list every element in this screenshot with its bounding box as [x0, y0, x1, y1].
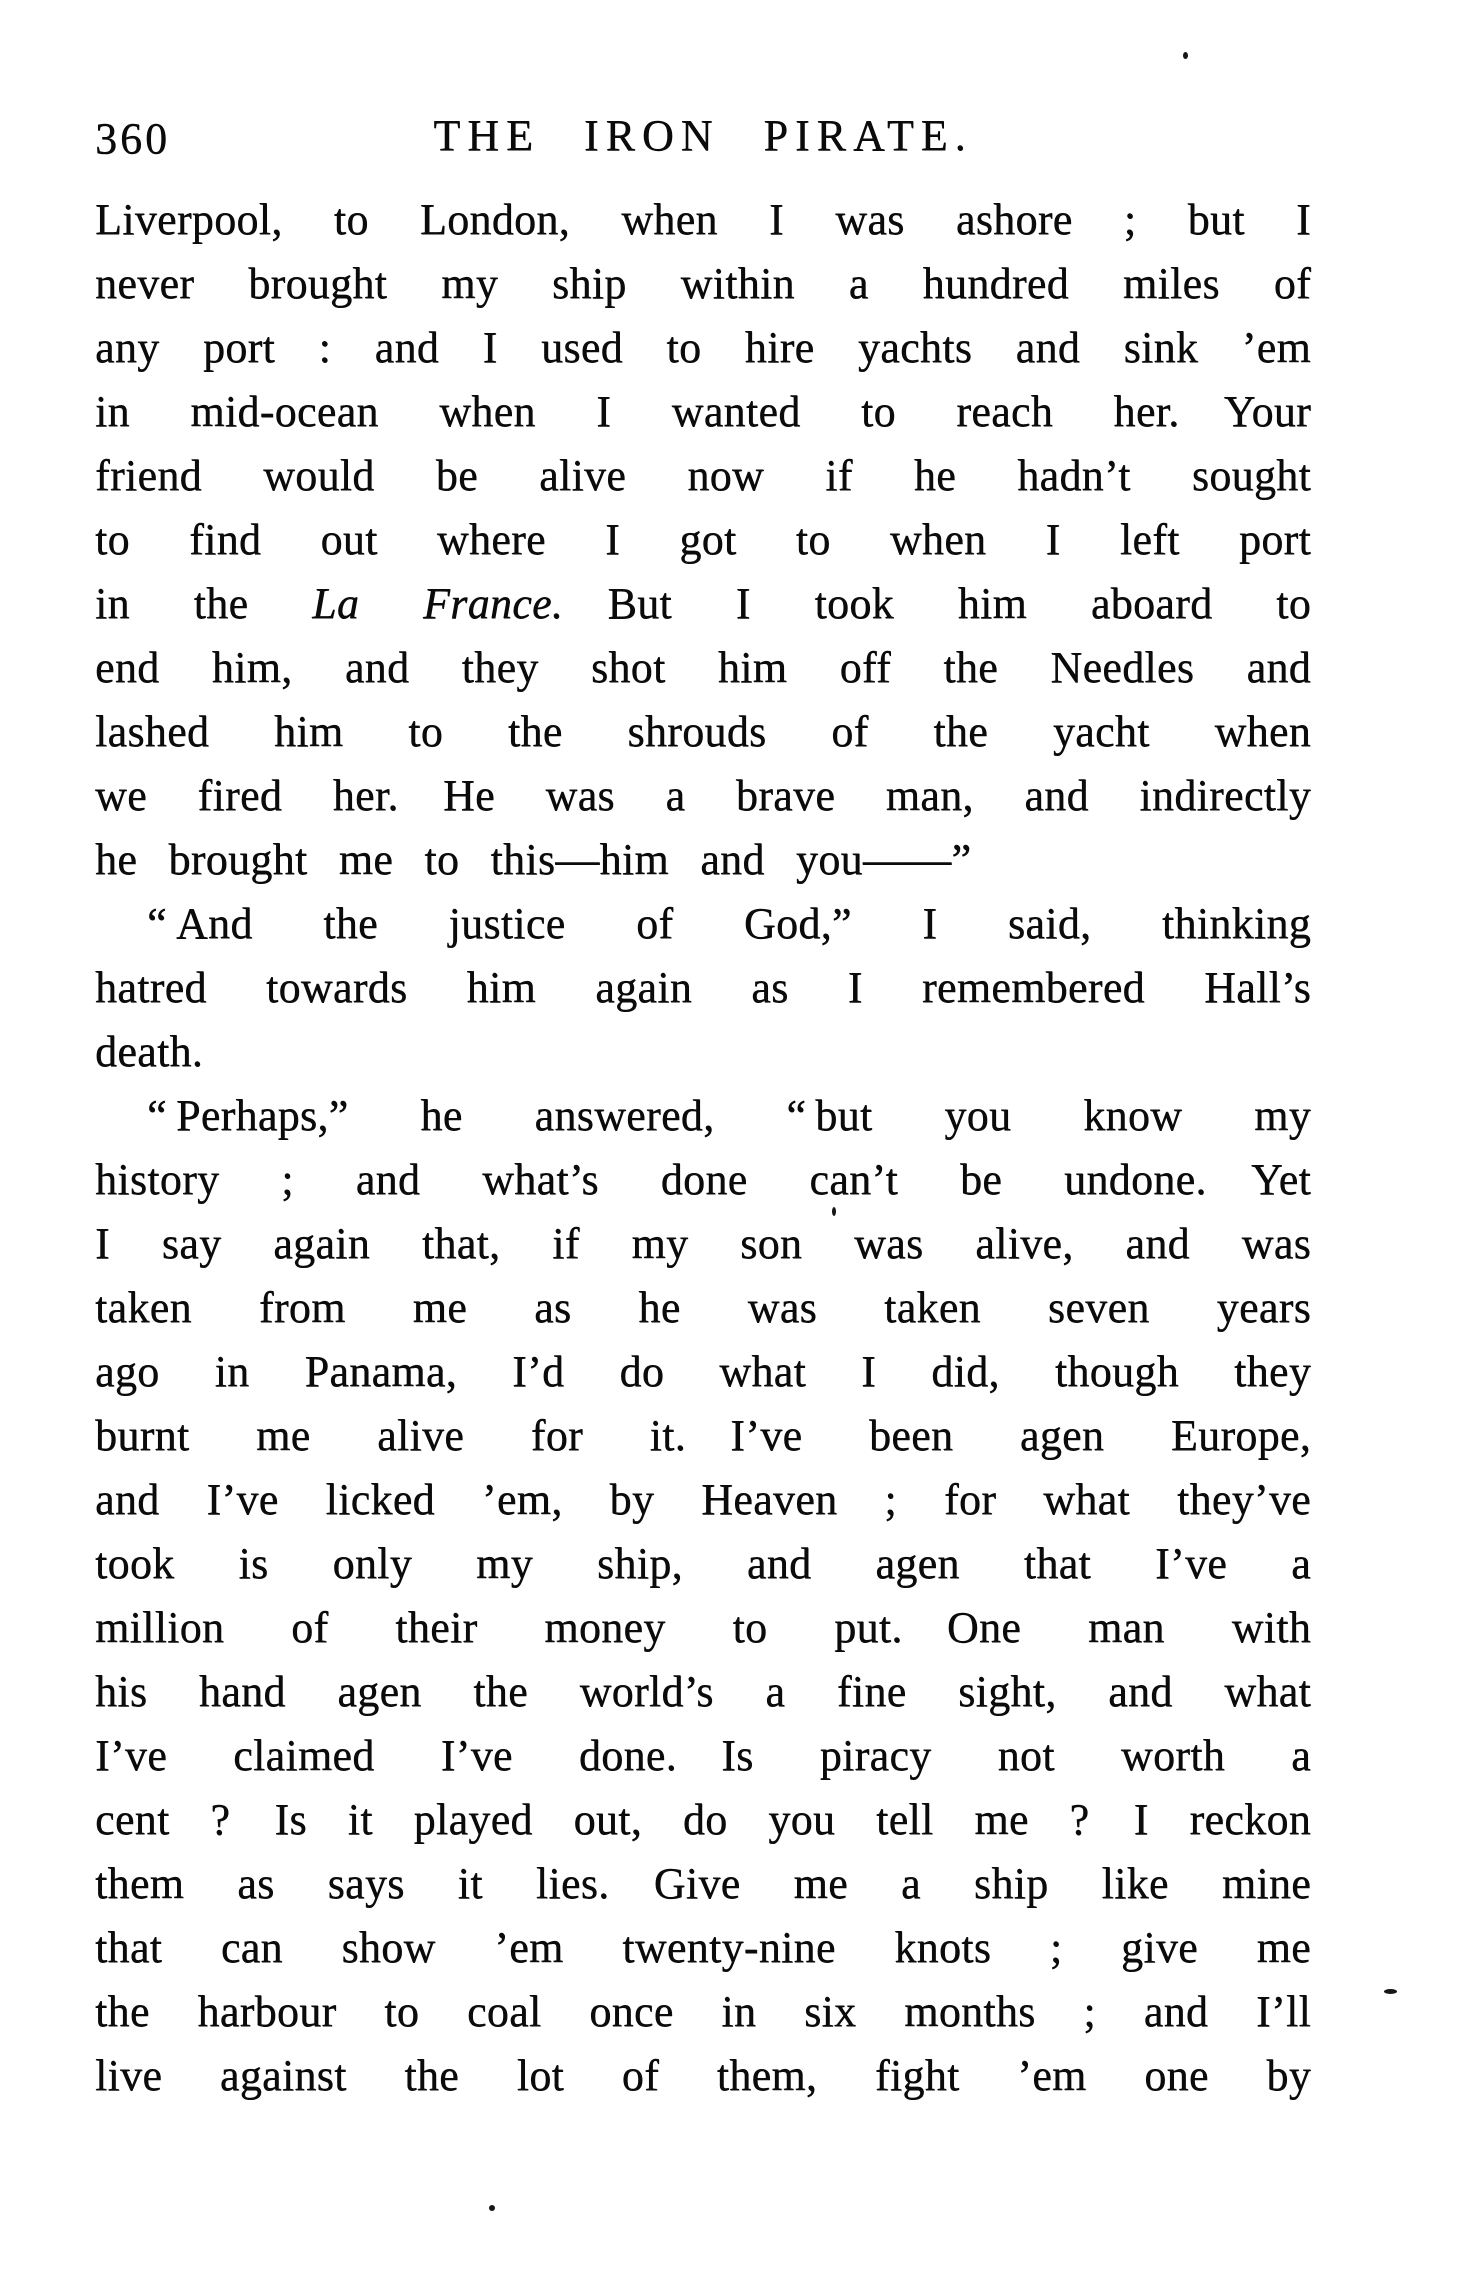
body-text: took is only my ship, and agen that I’ve a	[95, 1539, 1311, 1588]
text-line	[95, 1468, 1311, 1532]
body-text: million of their money to put. One man with	[95, 1603, 1311, 1652]
body-text: never brought my ship within a hundred miles of	[95, 259, 1311, 308]
text-line	[95, 1212, 1311, 1276]
italic-text: La France.	[312, 579, 564, 628]
text-line	[95, 1596, 1311, 1660]
text-line	[95, 2044, 1311, 2108]
body-text: But I took him aboard to	[563, 579, 1311, 628]
text-line	[95, 1724, 1311, 1788]
body-text: I say again that, if my son was alive, and was	[95, 1219, 1311, 1268]
text-line	[95, 316, 1311, 380]
body-text: to find out where I got to when I left port	[95, 515, 1311, 564]
text-line	[95, 1404, 1311, 1468]
text-line	[95, 892, 1311, 956]
ink-speck	[1384, 1989, 1397, 1994]
text-line	[95, 1788, 1311, 1852]
text-line	[95, 636, 1311, 700]
ink-speck	[832, 1207, 836, 1216]
body-text: hatred towards him again as I remembered Hall’s	[95, 963, 1311, 1012]
body-text: “ And the justice of God,” I said, thinking	[147, 899, 1311, 948]
body-text: them as says it lies. Give me a ship like mine	[95, 1859, 1311, 1908]
text-line	[95, 1020, 1311, 1084]
text-line	[95, 508, 1311, 572]
body-text: cent ? Is it played out, do you tell me ? I reckon	[95, 1795, 1311, 1844]
body-text: friend would be alive now if he hadn’t sought	[95, 451, 1311, 500]
body-text: in the	[95, 579, 313, 628]
body-text: lashed him to the shrouds of the yacht when	[95, 707, 1311, 756]
text-line	[95, 1980, 1311, 2044]
text-line	[95, 1532, 1311, 1596]
body-text: Liverpool, to London, when I was ashore ; but I	[95, 195, 1311, 244]
text-line	[95, 764, 1311, 828]
ink-speck	[489, 2205, 495, 2211]
text-line	[95, 252, 1311, 316]
body-text: live against the lot of them, fight ’em one by	[95, 2051, 1311, 2100]
text-line	[95, 828, 1311, 892]
text-line	[95, 1276, 1311, 1340]
text-line	[95, 1084, 1311, 1148]
running-title: THE IRON PIRATE.	[433, 111, 973, 160]
body-text: history ; and what’s done can’t be undone. Yet	[95, 1155, 1311, 1204]
body-text: in mid-ocean when I wanted to reach her. Your	[95, 387, 1311, 436]
body-text: I’ve claimed I’ve done. Is piracy not worth a	[95, 1731, 1311, 1780]
ink-speck	[1183, 52, 1188, 59]
text-line	[95, 700, 1311, 764]
text-line	[95, 956, 1311, 1020]
body-text: we fired her. He was a brave man, and indirectly	[95, 771, 1311, 820]
text-line	[95, 444, 1311, 508]
body-text: ago in Panama, I’d do what I did, though they	[95, 1347, 1311, 1396]
text-line	[95, 188, 1311, 252]
body-text: burnt me alive for it. I’ve been agen Europe,	[95, 1411, 1311, 1460]
body-text: any port : and I used to hire yachts and sink ’em	[95, 323, 1311, 372]
body-text: and I’ve licked ’em, by Heaven ; for what they’ve	[95, 1475, 1311, 1524]
text-line	[95, 1660, 1311, 1724]
body-text: “ Perhaps,” he answered, “ but you know my	[147, 1091, 1311, 1140]
body-text: taken from me as he was taken seven years	[95, 1283, 1311, 1332]
body-text: the harbour to coal once in six months ; and I’ll	[95, 1987, 1311, 2036]
text-line	[95, 572, 1311, 636]
text-line	[95, 1916, 1311, 1980]
text-line	[95, 1852, 1311, 1916]
text-block	[95, 188, 1311, 2108]
body-text: his hand agen the world’s a fine sight, and what	[95, 1667, 1311, 1716]
text-line	[95, 1148, 1311, 1212]
body-text: death.	[95, 1027, 204, 1076]
body-text: end him, and they shot him off the Needles and	[95, 643, 1311, 692]
page-number: 360	[95, 114, 170, 163]
body-text: that can show ’em twenty-nine knots ; give me	[95, 1923, 1311, 1972]
body-text: he brought me to this—him and you——”	[95, 835, 972, 884]
page-header	[95, 110, 1311, 174]
text-line	[95, 1340, 1311, 1404]
text-line	[95, 380, 1311, 444]
